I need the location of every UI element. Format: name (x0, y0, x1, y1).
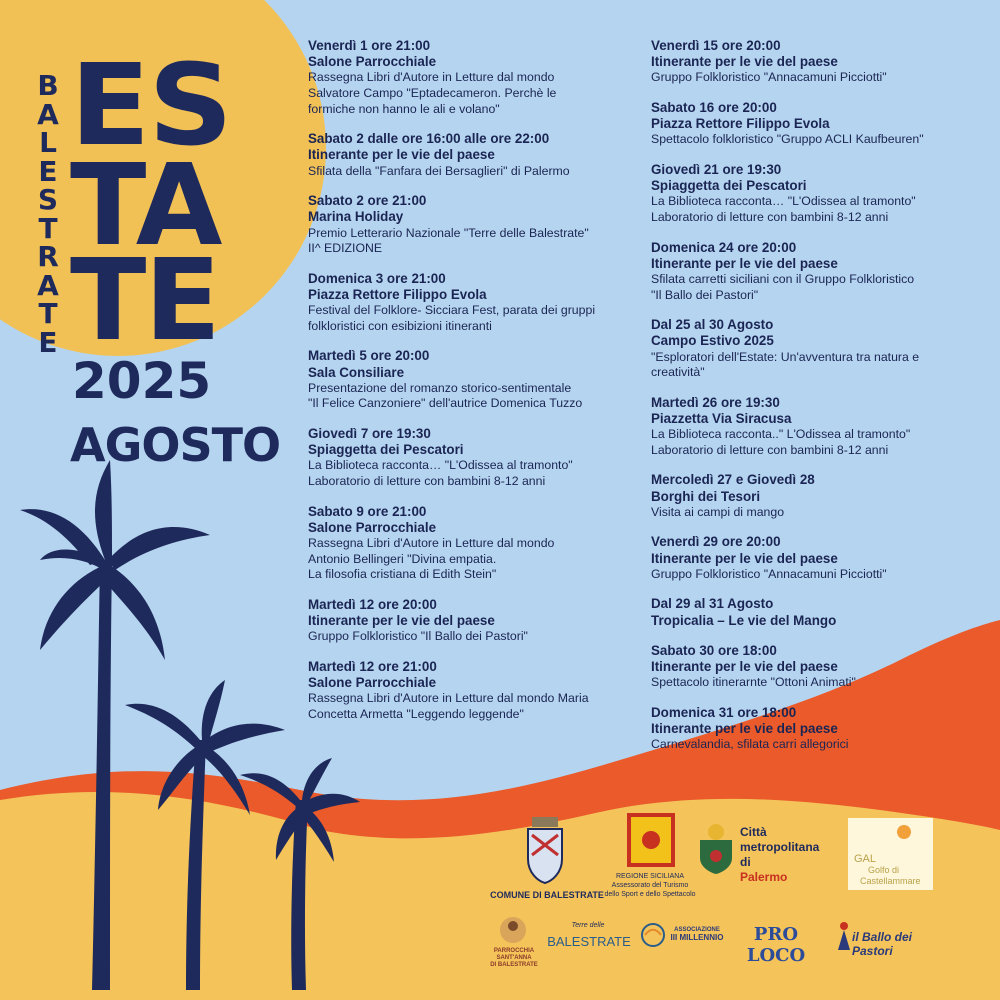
associazione-icon (640, 922, 666, 948)
letter: L (39, 126, 57, 159)
event-place: Itinerante per le vie del paese (308, 147, 495, 163)
event-description: Gruppo Folkloristico "Annacamuni Picciotti" (651, 566, 887, 581)
event-item (308, 38, 638, 117)
terre-logo-label: BALESTRATE (547, 934, 631, 949)
associazione-label-2: III MILLENNIO (670, 933, 724, 942)
event-item (651, 643, 991, 691)
event-date: Dal 25 al 30 Agosto (651, 317, 774, 333)
event-date: Martedì 12 ore 21:00 (308, 658, 437, 674)
event-date: Venerdì 29 ore 20:00 (651, 534, 781, 550)
event-item (651, 317, 991, 381)
event-date: Sabato 2 ore 21:00 (308, 193, 427, 209)
gal-label-1: GAL (854, 853, 877, 865)
event-place: Itinerante per le vie del paese (651, 550, 838, 566)
event-date: Domenica 31 ore 18:00 (651, 704, 797, 720)
event-item (308, 131, 638, 179)
parrocchia-icon (498, 912, 528, 948)
gal-logo (848, 818, 933, 890)
event-place: Borghi dei Tesori (651, 488, 761, 504)
event-place: Sala Consiliare (308, 364, 405, 380)
title-month: AGOSTO (70, 418, 281, 472)
event-description: Sfilata della "Fanfara dei Bersaglieri" di Palermo (308, 163, 570, 178)
event-date: Martedì 5 ore 20:00 (308, 348, 430, 364)
event-place: Itinerante per le vie del paese (308, 612, 495, 628)
title-line-2: TA (70, 141, 221, 271)
event-item (308, 348, 638, 412)
gal-label-3: Castellammare (860, 876, 921, 886)
event-date: Sabato 9 ore 21:00 (308, 503, 427, 519)
event-description: Gruppo Folkloristico "Il Ballo dei Pastori" (308, 629, 528, 644)
sun-icon (848, 818, 933, 848)
event-description: Spettacolo itinerarnte "Ottoni Animati" (651, 675, 856, 690)
letter: A (37, 97, 59, 131)
event-item (651, 534, 991, 582)
event-place: Piazza Rettore Filippo Evola (651, 116, 830, 132)
events-column-left (308, 38, 638, 736)
event-item (651, 100, 991, 148)
vertical-town-name (28, 69, 68, 359)
event-item (308, 426, 638, 490)
comune-crest-icon (522, 815, 568, 885)
event-item (651, 38, 991, 86)
event-date: Mercoledì 27 e Giovedì 28 (651, 472, 815, 488)
event-place: Itinerante per le vie del paese (651, 54, 838, 70)
event-date: Giovedì 7 ore 19:30 (308, 425, 431, 441)
title-year: 2025 (72, 352, 212, 410)
event-date: Domenica 3 ore 21:00 (308, 270, 446, 286)
regione-siciliana-icon (626, 812, 676, 868)
letter: E (38, 325, 58, 359)
letter: E (38, 154, 58, 188)
proloco-label: PRO LOCO (746, 924, 806, 966)
associazione-label-1: ASSOCIAZIONE (674, 927, 720, 933)
event-date: Venerdì 1 ore 21:00 (308, 38, 431, 53)
event-item (651, 395, 991, 459)
letter: B (37, 69, 59, 102)
event-date: Martedì 12 ore 20:00 (308, 596, 437, 612)
event-description: La Biblioteca racconta… "L'Odissea al tramonto" Laboratorio di letture con bambini 8-12 anni (308, 458, 573, 488)
comune-label: COMUNE DI BALESTRATE (490, 890, 604, 900)
regione-label-2: Assessorato del Turismo (611, 882, 689, 889)
letter: T (38, 297, 58, 330)
event-place: Spiaggetta dei Pescatori (651, 178, 807, 194)
event-item (651, 705, 991, 753)
letter: R (37, 240, 59, 273)
event-place: Itinerante per le vie del paese (651, 720, 838, 736)
event-description: Gruppo Folkloristico "Annacamuni Picciotti" (651, 70, 887, 85)
event-date: Venerdì 15 ore 20:00 (651, 38, 781, 53)
regione-label-3: dello Sport e dello Spettacolo (604, 891, 696, 898)
event-description: Rassegna Libri d'Autore in Letture dal mondo Antonio Bellingeri "Divina empatia. La filosofia cristiana di Edith Stein" (308, 535, 555, 582)
terre-small-label: Terre delle (571, 922, 605, 929)
citta-metropolitana-crest-icon (696, 822, 736, 874)
event-place: Piazzetta Via Siracusa (651, 410, 792, 426)
title-line-1: ES (70, 41, 231, 171)
event-description: "Esploratori dell'Estate: Un'avventura tra natura e creatività" (651, 349, 920, 380)
event-item (651, 162, 991, 226)
title-line-3: TE (70, 236, 219, 366)
event-item (308, 193, 638, 257)
event-item (308, 659, 638, 723)
regione-label-1: REGIONE SICILIANA (615, 873, 685, 880)
dancer-icon (834, 920, 854, 952)
event-item (308, 271, 638, 335)
event-date: Sabato 2 dalle ore 16:00 alle ore 22:00 (308, 131, 550, 147)
event-description: Presentazione del romanzo storico-sentimentale "Il Felice Canzoniere" dell'autrice Domenica Tuzzo (308, 380, 583, 411)
letter: A (37, 268, 59, 302)
letter: T (38, 211, 58, 245)
event-place: Marina Holiday (308, 209, 404, 225)
event-item (308, 504, 638, 583)
event-place: Spiaggetta dei Pescatori (308, 442, 464, 458)
event-place: Itinerante per le vie del paese (651, 255, 838, 271)
event-place: Salone Parrocchiale (308, 54, 437, 70)
event-place: Salone Parrocchiale (308, 674, 437, 690)
citta-label-1: Città (740, 825, 767, 839)
event-description: Premio Letterario Nazionale "Terre delle Balestrate" II^ EDIZIONE (308, 225, 589, 256)
citta-label-3: Palermo (740, 870, 788, 884)
event-description: La Biblioteca racconta.." L'Odissea al tramonto" Laboratorio di letture con bambini 8-12 anni (651, 427, 911, 457)
event-item (651, 596, 991, 628)
event-description: Rassegna Libri d'Autore in Letture dal mondo Maria Concetta Armetta "Leggendo leggende" (308, 691, 589, 721)
letter: S (37, 183, 59, 216)
event-date: Giovedì 21 ore 19:30 (651, 162, 782, 177)
event-description: Rassegna Libri d'Autore in Letture dal mondo Salvatore Campo "Eptadecameron. Perchè le formiche non hanno le ali e volano" (308, 70, 557, 116)
event-description: La Biblioteca racconta… "L'Odissea al tramonto" Laboratorio di letture con bambini 8-12 anni (651, 194, 916, 224)
event-item (651, 240, 991, 304)
event-place: Tropicalia – Le vie del Mango (651, 612, 837, 628)
event-date: Domenica 24 ore 20:00 (651, 239, 797, 255)
parrocchia-label-2: SANT'ANNA (496, 955, 532, 961)
event-item (308, 597, 638, 645)
event-description: Festival del Folklore- Sicciara Fest, parata dei gruppi folkloristici con esibizioni itineranti (308, 303, 596, 333)
events-column-right (651, 38, 991, 767)
event-description: Spettacolo folkloristico "Gruppo ACLI Kaufbeuren" (651, 132, 924, 147)
event-place: Itinerante per le vie del paese (651, 658, 838, 674)
event-date: Sabato 30 ore 18:00 (651, 642, 777, 658)
event-description: Sfilata carretti siciliani con il Gruppo Folkloristico "Il Ballo dei Pastori" (651, 272, 915, 302)
gal-label-2: Golfo di (868, 865, 900, 875)
event-place: Salone Parrocchiale (308, 519, 437, 535)
parrocchia-label-1: PARROCCHIA (493, 948, 535, 954)
event-place: Campo Estivo 2025 (651, 333, 774, 349)
event-date: Dal 29 al 31 Agosto (651, 596, 774, 612)
ballo-label: il Ballo dei Pastori (852, 930, 913, 958)
event-place: Piazza Rettore Filippo Evola (308, 286, 487, 302)
event-description: Carnevalandia, sfilata carri allegorici (651, 737, 849, 752)
event-description: Visita ai campi di mango (651, 504, 785, 519)
event-date: Martedì 26 ore 19:30 (651, 394, 780, 410)
event-item (651, 472, 991, 520)
event-date: Sabato 16 ore 20:00 (651, 100, 777, 115)
citta-label-2: metropolitana di (740, 840, 820, 869)
parrocchia-label-3: DI BALESTRATE (490, 962, 538, 968)
